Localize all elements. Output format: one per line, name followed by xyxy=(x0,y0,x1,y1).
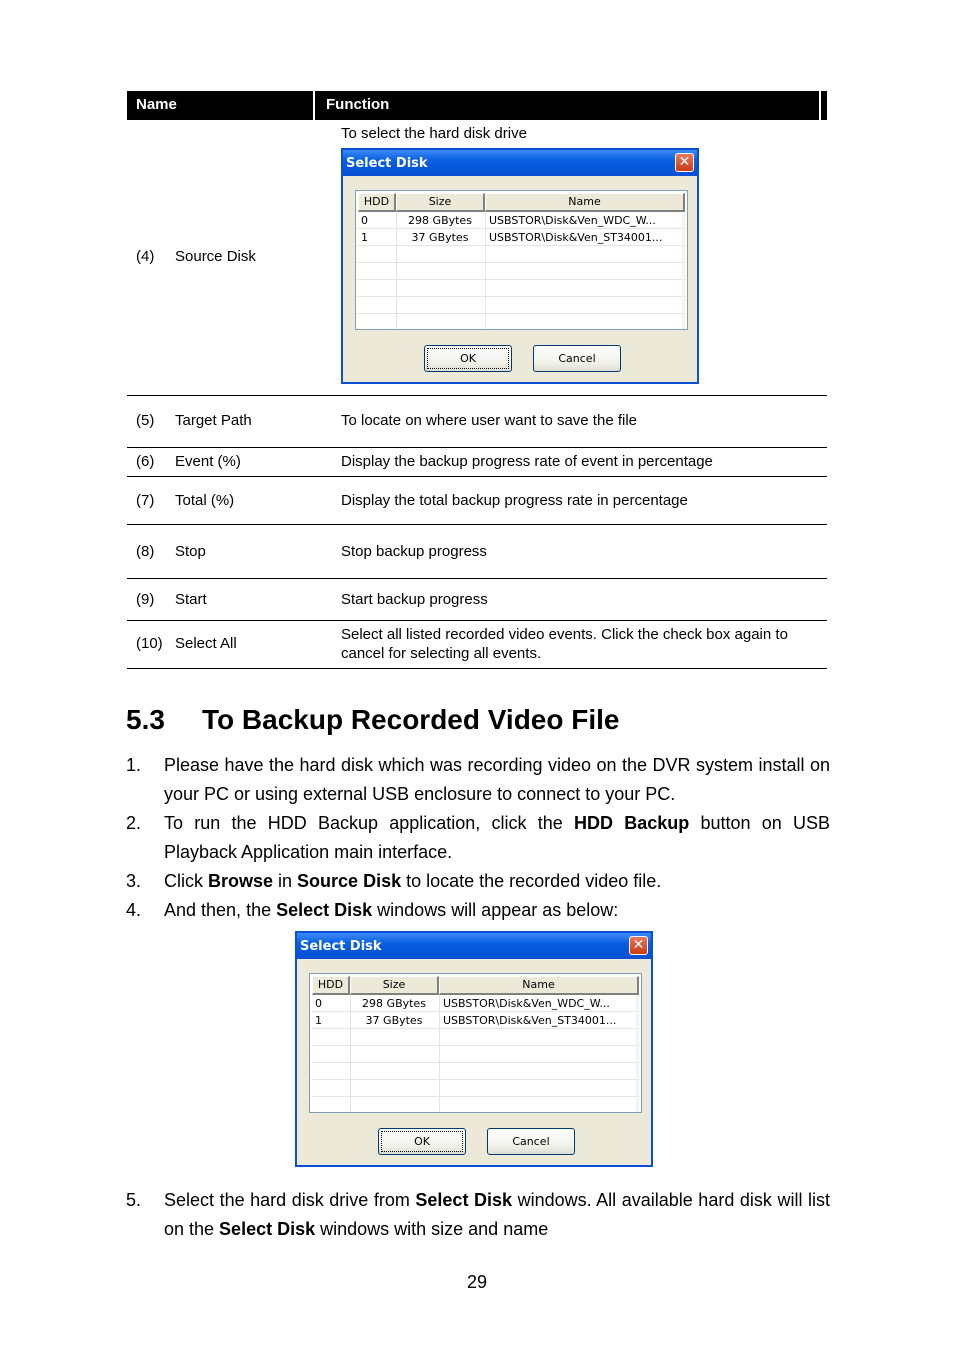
grid-line xyxy=(485,212,486,330)
row-function: To locate on where user want to save the file xyxy=(341,412,638,429)
step-number: 4. xyxy=(126,900,142,920)
step-3 xyxy=(126,867,830,896)
step-text: Please have the hard disk which was recording video on the DVR system install on your PC or using external USB enclosure to connect to your PC. xyxy=(164,755,830,804)
row-divider xyxy=(127,395,827,396)
step-text-part: windows. All available hard disk will list on the xyxy=(164,1190,830,1239)
row-number: (8) xyxy=(136,543,155,560)
step-text-bold: Select Disk xyxy=(276,900,373,920)
step-4 xyxy=(126,896,830,925)
row-number: (10) xyxy=(136,635,163,652)
grid-line xyxy=(311,1028,640,1029)
row-name: Start xyxy=(175,591,207,608)
step-number: 3. xyxy=(126,871,142,891)
header-divider xyxy=(819,91,821,120)
row-number: (4) xyxy=(136,248,155,265)
step-2 xyxy=(126,809,830,867)
dialog-title-bar xyxy=(343,150,697,176)
row-divider xyxy=(127,668,827,669)
step-number: 1. xyxy=(126,755,142,775)
grid-line xyxy=(396,212,397,330)
close-icon[interactable]: ✕ xyxy=(629,936,648,955)
row-divider xyxy=(127,620,827,621)
grid-line xyxy=(357,245,686,246)
disk-cell[interactable]: 37 GBytes xyxy=(365,1014,423,1027)
page-number: 29 xyxy=(466,1272,488,1292)
dialog-title: Select Disk xyxy=(346,156,428,171)
step-text-part: button on USB Playback Application main interface. xyxy=(164,813,830,862)
column-header[interactable]: Size xyxy=(350,976,439,995)
grid-line xyxy=(311,1096,640,1097)
disk-cell[interactable]: 298 GBytes xyxy=(362,997,426,1010)
row-function-line1: Select all listed recorded video events. Click the check box again to xyxy=(341,626,788,643)
disk-cell[interactable]: USBSTOR\Disk&Ven_ST34001... xyxy=(443,1014,617,1027)
step-text-part: in xyxy=(273,871,298,891)
grid-line xyxy=(311,1079,640,1080)
step-text-part: to locate the recorded video file. xyxy=(401,871,662,891)
disk-cell[interactable]: USBSTOR\Disk&Ven_ST34001... xyxy=(489,231,663,244)
row-number: (6) xyxy=(136,453,155,470)
row-number: (7) xyxy=(136,492,155,509)
row-function: Display the backup progress rate of event in percentage xyxy=(341,453,713,470)
step-text xyxy=(164,809,830,867)
select-disk-dialog xyxy=(295,931,653,1167)
dialog-title-bar xyxy=(297,933,651,959)
grid-line xyxy=(311,1062,640,1063)
ok-button[interactable]: OK xyxy=(424,345,512,372)
row-divider xyxy=(127,476,827,477)
scrollbar[interactable] xyxy=(636,995,639,1113)
disk-cell[interactable]: 0 xyxy=(361,214,368,227)
grid-line xyxy=(357,313,686,314)
row-number: (9) xyxy=(136,591,155,608)
row-divider xyxy=(127,524,827,525)
column-header[interactable]: HDD xyxy=(312,976,350,995)
scrollbar[interactable] xyxy=(682,212,685,330)
section-number: 5.3 xyxy=(126,704,165,735)
grid-line xyxy=(357,228,686,229)
step-1 xyxy=(126,751,830,809)
row-name: Total (%) xyxy=(175,492,235,509)
ok-button[interactable]: OK xyxy=(378,1128,466,1155)
row-name: Event (%) xyxy=(175,453,241,470)
column-header[interactable]: Size xyxy=(396,193,485,212)
step-number: 2. xyxy=(126,813,142,833)
row-name: Select All xyxy=(175,635,237,652)
step-text-bold: HDD Backup xyxy=(573,813,690,833)
dialog-title: Select Disk xyxy=(300,939,382,954)
cancel-button[interactable]: Cancel xyxy=(533,345,621,372)
header-function: Function xyxy=(326,96,390,113)
step-text-part: Click xyxy=(164,871,208,891)
disk-cell[interactable]: USBSTOR\Disk&Ven_WDC_W... xyxy=(443,997,610,1010)
cancel-button[interactable]: Cancel xyxy=(487,1128,575,1155)
step-text-part: windows will appear as below: xyxy=(372,900,619,920)
row-name: Source Disk xyxy=(175,248,256,265)
section-heading xyxy=(126,704,620,736)
section-title: To Backup Recorded Video File xyxy=(202,704,620,735)
close-icon[interactable]: ✕ xyxy=(675,153,694,172)
disk-cell[interactable]: 298 GBytes xyxy=(408,214,472,227)
grid-line xyxy=(357,296,686,297)
source-disk-function: To select the hard disk drive xyxy=(341,125,527,142)
row-divider xyxy=(127,578,827,579)
step-text-part: windows with size and name xyxy=(315,1219,549,1239)
header-name: Name xyxy=(136,96,177,113)
disk-cell[interactable]: 1 xyxy=(361,231,368,244)
row-function: Start backup progress xyxy=(341,591,488,608)
step-5 xyxy=(126,1186,830,1244)
step-text-part: And then, the xyxy=(164,900,277,920)
header-divider xyxy=(313,91,315,120)
header-function-cell xyxy=(317,91,819,120)
step-text xyxy=(164,896,830,925)
disk-cell[interactable]: 0 xyxy=(315,997,322,1010)
row-number: (5) xyxy=(136,412,155,429)
select-disk-dialog xyxy=(341,148,699,384)
disk-cell[interactable]: USBSTOR\Disk&Ven_WDC_W... xyxy=(489,214,656,227)
grid-line xyxy=(350,995,351,1113)
grid-line xyxy=(357,262,686,263)
row-divider xyxy=(127,447,827,448)
grid-line xyxy=(311,1011,640,1012)
row-name: Stop xyxy=(175,543,206,560)
step-text xyxy=(164,867,830,896)
header-name-cell xyxy=(127,91,313,120)
row-function: Stop backup progress xyxy=(341,543,487,560)
column-header[interactable]: Name xyxy=(439,976,639,995)
grid-line xyxy=(311,1045,640,1046)
column-header[interactable]: HDD xyxy=(358,193,396,212)
step-text xyxy=(164,1186,830,1244)
disk-cell[interactable]: 37 GBytes xyxy=(411,231,469,244)
step-number: 5. xyxy=(126,1190,142,1210)
step-text-bold: Select Disk xyxy=(415,1190,513,1210)
step-text-part: To run the HDD Backup application, click the xyxy=(164,813,574,833)
grid-line xyxy=(439,995,440,1113)
disk-cell[interactable]: 1 xyxy=(315,1014,322,1027)
row-name: Target Path xyxy=(175,412,252,429)
step-text-bold: Select Disk xyxy=(219,1219,316,1239)
row-function-line2: cancel for selecting all events. xyxy=(341,645,542,662)
step-text-part: Select the hard disk drive from xyxy=(164,1190,416,1210)
grid-line xyxy=(357,279,686,280)
step-text-bold: Browse xyxy=(208,871,274,891)
column-header[interactable]: Name xyxy=(485,193,685,212)
disk-list[interactable] xyxy=(355,190,688,330)
disk-list[interactable] xyxy=(309,973,642,1113)
row-function: Display the total backup progress rate in percentage xyxy=(341,492,688,509)
step-text-bold: Source Disk xyxy=(297,871,402,891)
table-header xyxy=(127,91,827,120)
